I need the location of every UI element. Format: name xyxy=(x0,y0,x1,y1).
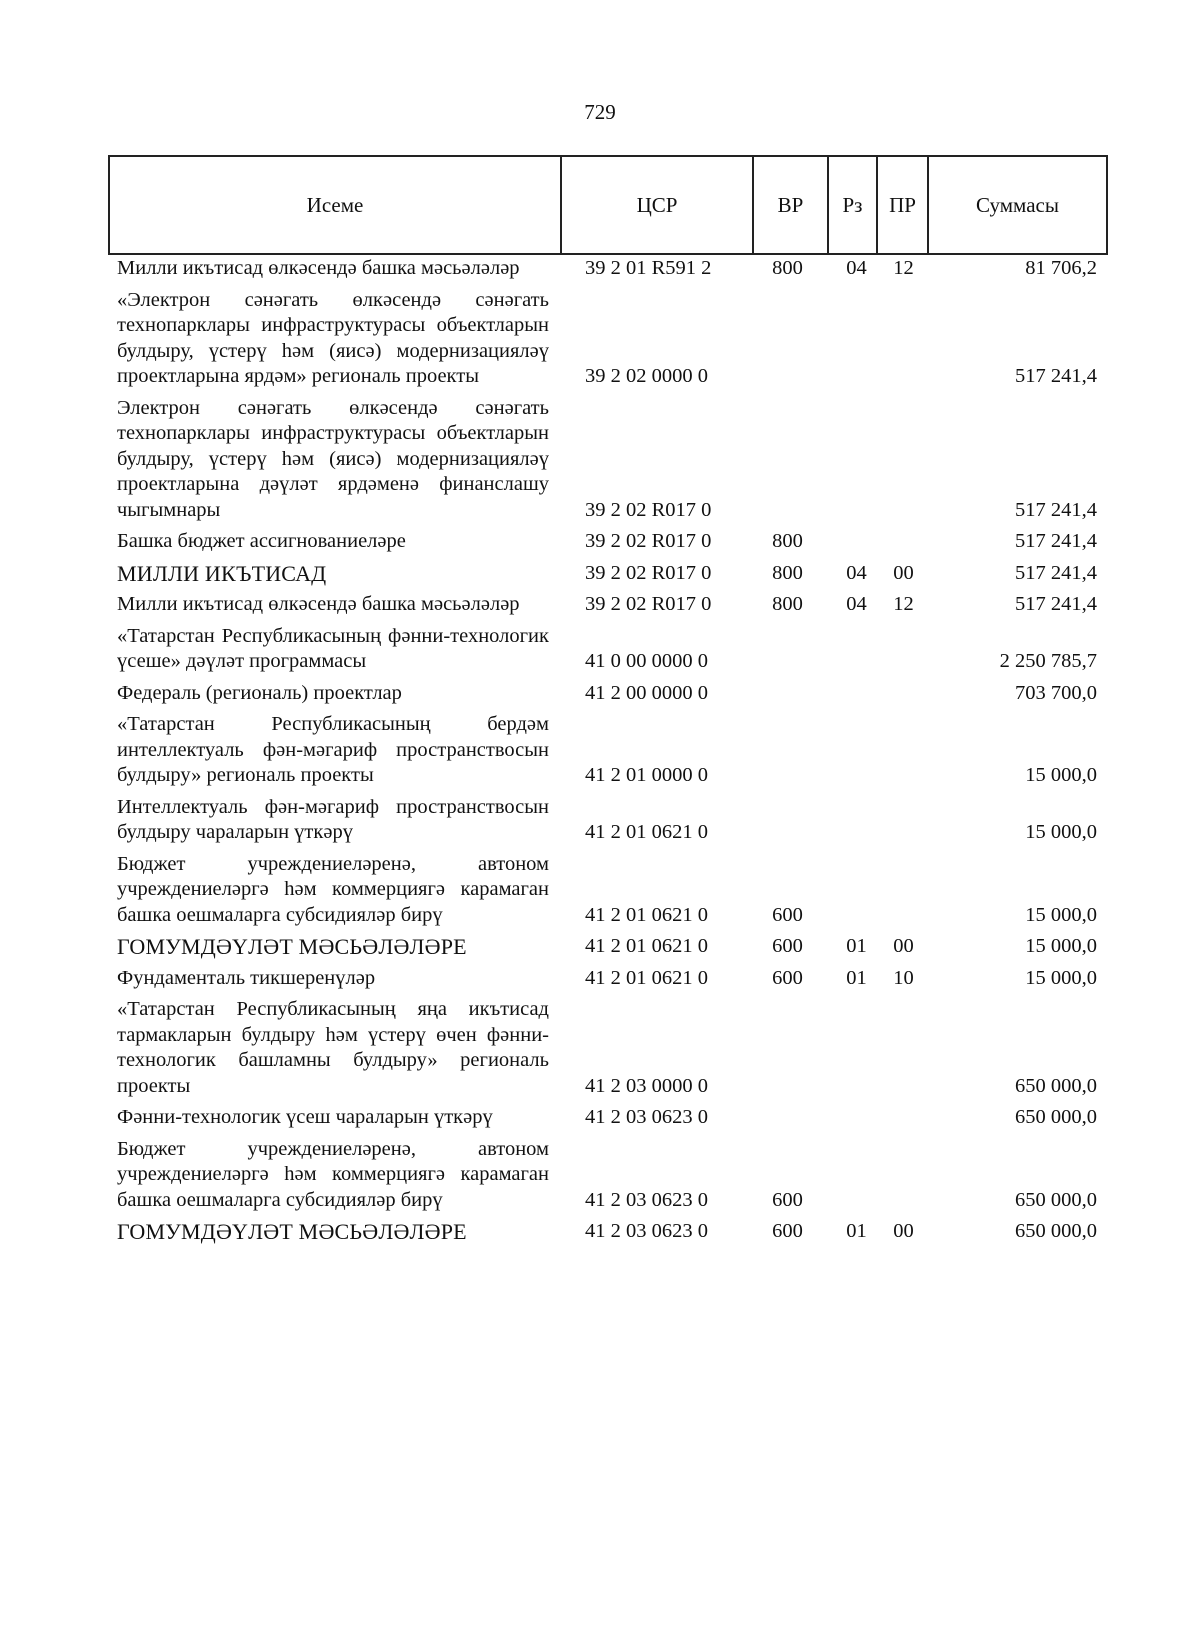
row-name: Бюджет учреждениеләренә, автоном учреждениеләргә һәм коммерциягә карамаган башка оешмаларга субсидияләр бирү xyxy=(117,1137,549,1211)
row-sum: 517 241,4 xyxy=(1015,593,1097,615)
row-vr: 600 xyxy=(772,966,803,989)
row-vr xyxy=(753,792,828,849)
row-pr xyxy=(877,849,928,932)
row-csr: 39 2 02 R017 0 xyxy=(585,530,712,552)
table-row xyxy=(109,285,1107,393)
row-sum: 15 000,0 xyxy=(1025,935,1097,957)
row-name: Милли икътисад өлкәсендә башка мәсьәләләр xyxy=(117,257,520,279)
row-pr xyxy=(877,1102,928,1134)
row-pr xyxy=(877,994,928,1102)
row-pr: 12 xyxy=(893,257,914,279)
table-row xyxy=(109,1216,1107,1248)
row-vr: 800 xyxy=(772,530,803,552)
row-sum: 650 000,0 xyxy=(1015,1106,1097,1128)
row-pr xyxy=(877,709,928,792)
header-sum: Суммасы xyxy=(928,156,1107,254)
row-rz: 01 xyxy=(846,935,867,957)
row-vr xyxy=(753,678,828,710)
table-row xyxy=(109,526,1107,558)
row-vr: 800 xyxy=(772,257,803,279)
row-pr xyxy=(877,678,928,710)
row-name: Фундаменталь тикшеренүләр xyxy=(117,966,376,989)
row-csr: 39 2 02 R017 0 xyxy=(585,593,712,615)
row-sum: 15 000,0 xyxy=(1025,764,1097,786)
row-pr xyxy=(877,1134,928,1217)
table-row xyxy=(109,589,1107,621)
row-rz: 01 xyxy=(846,966,867,989)
row-sum: 15 000,0 xyxy=(1025,966,1097,989)
header-rz: Рз xyxy=(828,156,877,254)
row-sum: 650 000,0 xyxy=(1015,1220,1097,1242)
row-csr: 39 2 01 R591 2 xyxy=(585,257,712,279)
row-csr: 41 2 01 0621 0 xyxy=(585,935,708,957)
table-row xyxy=(109,621,1107,678)
row-csr: 39 2 02 0000 0 xyxy=(585,365,708,387)
row-vr xyxy=(753,285,828,393)
row-name: «Татарстан Республикасының яңа икътисад тармакларын булдыру һәм үстерү өчен фәнни-технологик башламны булдыру» региональ проекты xyxy=(117,998,549,1097)
row-sum: 517 241,4 xyxy=(1015,365,1097,387)
table-row xyxy=(109,963,1107,995)
row-vr: 600 xyxy=(772,1220,803,1242)
row-pr xyxy=(877,526,928,558)
row-csr: 41 2 03 0623 0 xyxy=(585,1106,708,1128)
table-row xyxy=(109,558,1107,590)
row-pr: 00 xyxy=(893,1220,914,1242)
row-rz xyxy=(828,526,877,558)
row-name: Федераль (региональ) проектлар xyxy=(117,681,402,704)
table-row xyxy=(109,1102,1107,1134)
row-rz: 01 xyxy=(846,1220,867,1242)
table-row xyxy=(109,678,1107,710)
row-name: Бюджет учреждениеләренә, автоном учреждениеләргә һәм коммерциягә карамаган башка оешмаларга субсидияләр бирү xyxy=(117,852,549,926)
row-sum: 650 000,0 xyxy=(1015,1074,1097,1097)
row-rz xyxy=(828,621,877,678)
row-csr: 41 2 01 0621 0 xyxy=(585,966,708,989)
row-csr: 41 2 01 0621 0 xyxy=(585,821,708,843)
row-name: ГОМУМДӘҮЛӘТ МӘСЬӘЛӘЛӘРЕ xyxy=(117,1219,467,1244)
row-sum: 703 700,0 xyxy=(1015,681,1097,704)
row-sum: 517 241,4 xyxy=(1015,498,1097,521)
row-pr: 00 xyxy=(893,935,914,957)
row-sum: 517 241,4 xyxy=(1015,530,1097,552)
row-vr: 600 xyxy=(772,935,803,957)
header-name: Исеме xyxy=(109,156,561,254)
table-row xyxy=(109,849,1107,932)
row-name: МИЛЛИ ИКЪТИСАД xyxy=(117,560,327,586)
row-rz xyxy=(828,994,877,1102)
page-number: 729 xyxy=(584,100,616,124)
row-rz xyxy=(828,1134,877,1217)
row-pr: 12 xyxy=(893,593,914,615)
table-body xyxy=(109,254,1107,1248)
row-name: «Татарстан Республикасының бердәм интеллектуаль фән-мәгариф пространствосын булдыру» региональ проекты xyxy=(117,713,549,786)
row-csr: 41 2 01 0000 0 xyxy=(585,764,708,786)
row-sum: 2 250 785,7 xyxy=(999,650,1097,672)
row-csr: 41 2 01 0621 0 xyxy=(585,903,708,926)
row-vr xyxy=(753,994,828,1102)
row-pr xyxy=(877,792,928,849)
row-vr xyxy=(753,1102,828,1134)
row-rz xyxy=(828,678,877,710)
table-row xyxy=(109,792,1107,849)
row-pr: 00 xyxy=(893,561,914,584)
row-name: Электрон сәнәгать өлкәсендә сәнәгать технопарклары инфраструктурасы объектларын булдыру, үстерү һәм (яисә) модернизацияләү проектларына дәүләт ярдәменә финанслашу чыгымнары xyxy=(117,396,549,521)
row-vr: 800 xyxy=(772,561,803,584)
row-rz xyxy=(828,285,877,393)
header-vr: ВР xyxy=(753,156,828,254)
row-csr: 41 0 00 0000 0 xyxy=(585,650,708,672)
row-sum: 81 706,2 xyxy=(1025,257,1097,279)
row-rz xyxy=(828,792,877,849)
row-rz xyxy=(828,709,877,792)
row-csr: 41 2 03 0000 0 xyxy=(585,1074,708,1097)
table-row xyxy=(109,994,1107,1102)
row-vr xyxy=(753,621,828,678)
row-csr: 39 2 02 R017 0 xyxy=(585,561,712,584)
row-rz xyxy=(828,393,877,527)
table-header xyxy=(109,156,1107,254)
row-vr: 800 xyxy=(772,593,803,615)
row-rz: 04 xyxy=(846,561,867,584)
row-sum: 15 000,0 xyxy=(1025,903,1097,926)
row-name: «Татарстан Республикасының фәнни-технологик үсеше» дәүләт программасы xyxy=(117,624,549,672)
row-pr xyxy=(877,393,928,527)
row-pr xyxy=(877,285,928,393)
row-name: Башка бюджет ассигнованиеләре xyxy=(117,530,406,552)
row-vr xyxy=(753,709,828,792)
table-row xyxy=(109,1134,1107,1217)
row-name: Милли икътисад өлкәсендә башка мәсьәләләр xyxy=(117,593,520,615)
row-rz: 04 xyxy=(846,257,867,279)
row-rz xyxy=(828,849,877,932)
row-vr xyxy=(753,393,828,527)
row-vr: 600 xyxy=(772,1188,803,1211)
row-rz: 04 xyxy=(846,593,867,615)
row-csr: 41 2 03 0623 0 xyxy=(585,1220,708,1242)
row-sum: 517 241,4 xyxy=(1015,561,1097,584)
row-name: Интеллектуаль фән-мәгариф пространствосын булдыру чараларын үткәрү xyxy=(117,795,549,843)
table-row xyxy=(109,709,1107,792)
table-row xyxy=(109,254,1107,285)
row-csr: 41 2 03 0623 0 xyxy=(585,1188,708,1211)
table-row xyxy=(109,393,1107,527)
row-name: «Электрон сәнәгать өлкәсендә сәнәгать технопарклары инфраструктурасы объектларын булдыру, үстерү һәм (яисә) модернизацияләү проектларына ярдәм» региональ проекты xyxy=(117,288,549,387)
row-csr: 39 2 02 R017 0 xyxy=(585,498,712,521)
row-pr: 10 xyxy=(893,966,914,989)
row-rz xyxy=(828,1102,877,1134)
header-csr: ЦСР xyxy=(561,156,753,254)
header-pr: ПР xyxy=(877,156,928,254)
row-sum: 15 000,0 xyxy=(1025,821,1097,843)
table-row xyxy=(109,931,1107,963)
row-pr xyxy=(877,621,928,678)
row-vr: 600 xyxy=(772,903,803,926)
row-name: Фәнни-технологик үсеш чараларын үткәрү xyxy=(117,1106,493,1128)
row-name: ГОМУМДӘҮЛӘТ МӘСЬӘЛӘЛӘРЕ xyxy=(117,934,467,959)
row-csr: 41 2 00 0000 0 xyxy=(585,681,708,704)
row-sum: 650 000,0 xyxy=(1015,1188,1097,1211)
budget-table xyxy=(108,155,1108,1248)
